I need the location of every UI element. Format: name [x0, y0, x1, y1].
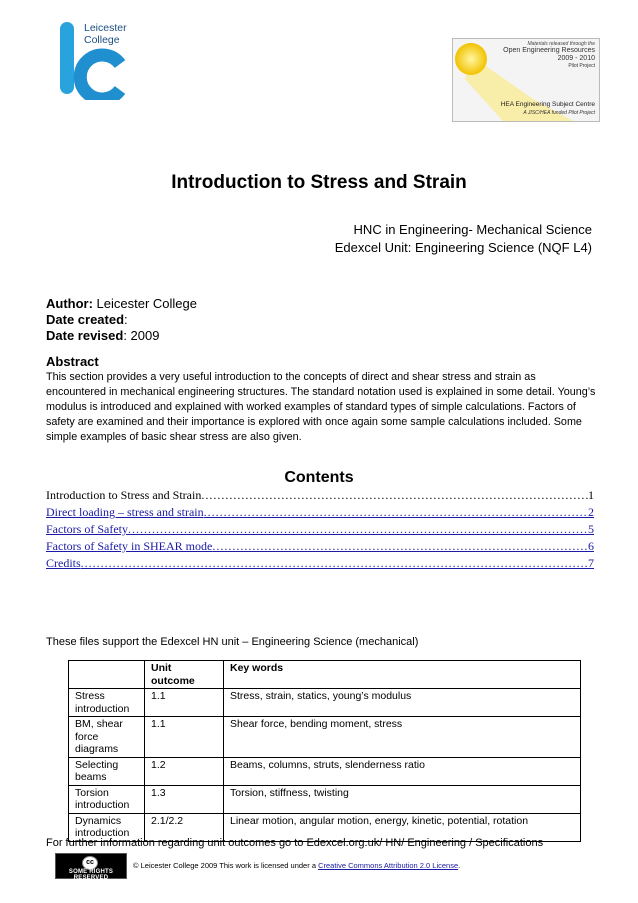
- table-header-cell: Key words: [224, 661, 581, 689]
- license-line: [133, 861, 460, 870]
- leicester-college-logo: [58, 20, 128, 100]
- table-cell-outcome: 1.1: [145, 689, 224, 717]
- college-name-line2: College: [84, 34, 120, 46]
- author-line: [46, 296, 197, 311]
- toc-entry-link[interactable]: [46, 522, 594, 537]
- subtitle-unit: Edexcel Unit: Engineering Science (NQF L4): [334, 240, 592, 255]
- license-suffix: .: [458, 861, 461, 870]
- unit-outcomes-table: [68, 660, 581, 842]
- abstract-heading: Abstract: [46, 354, 99, 369]
- subtitle-course: HNC in Engineering- Mechanical Science: [353, 222, 592, 237]
- date-revised-value: : 2009: [123, 328, 160, 343]
- table-cell-keywords: Stress, strain, statics, young’s modulus: [224, 689, 581, 717]
- table-cell-outcome: 1.2: [145, 757, 224, 785]
- further-info-text: For further information regarding unit outcomes go to Edexcel.org.uk/ HN/ Engineering / Specifications: [46, 837, 544, 849]
- toc-entry-label: Credits: [46, 556, 81, 570]
- cc-license-badge[interactable]: [55, 853, 127, 879]
- cc-icon: cc: [82, 856, 98, 870]
- toc-entry-link[interactable]: [46, 556, 594, 571]
- toc-entry-page: 5: [588, 522, 594, 536]
- oer-pilot: Pilot Project: [568, 63, 595, 69]
- table-cell-topic: BM, shear force diagrams: [69, 717, 145, 758]
- abstract-text: This section provides a very useful introduction to the concepts of direct and shear stress and strain as encountered in mechanical engineering structures. The standard notation used is explained in some detail. Young’s modulus is introduced and explained with worked examples of standard types of simple calculations. Factors of safety are examined and their importance is explored with once again some sample calculations included. Some simple examples of basic shear stress are also given.: [46, 371, 596, 443]
- oer-funded: A JISC/HEA funded Pilot Project: [523, 110, 595, 116]
- contents-heading: Contents: [284, 469, 354, 486]
- date-created-suffix: :: [124, 312, 128, 327]
- table-cell-keywords: Linear motion, angular motion, energy, kinetic, potential, rotation: [224, 813, 581, 841]
- college-name: [84, 22, 127, 46]
- table-row: [69, 689, 581, 717]
- toc-entry-label: Factors of Safety: [46, 522, 128, 536]
- oer-years: 2009 - 2010: [557, 55, 595, 62]
- toc-entry-label: Direct loading – stress and strain: [46, 505, 204, 519]
- table-cell-outcome: 1.3: [145, 785, 224, 813]
- table-cell-outcome: 1.1: [145, 717, 224, 758]
- table-cell-keywords: Beams, columns, struts, slenderness ratio: [224, 757, 581, 785]
- oer-logo: [452, 38, 600, 122]
- table-row: [69, 757, 581, 785]
- table-cell-keywords: Shear force, bending moment, stress: [224, 717, 581, 758]
- toc-entry-page: 1: [588, 488, 594, 502]
- table-row: [69, 785, 581, 813]
- oer-title: Open Engineering Resources: [503, 47, 595, 54]
- author-value: Leicester College: [92, 296, 197, 311]
- table-cell-topic: Dynamics introduction: [69, 813, 145, 841]
- toc-entry-page: 2: [588, 505, 594, 519]
- author-label: Author:: [46, 296, 93, 311]
- toc-entry-link[interactable]: [46, 539, 594, 554]
- license-prefix: © Leicester College 2009 This work is licensed under a: [133, 861, 319, 870]
- date-created-label: Date created: [46, 312, 125, 327]
- table-cell-keywords: Torsion, stiffness, twisting: [224, 785, 581, 813]
- table-cell-topic: Stress introduction: [69, 689, 145, 717]
- toc-entry-label: Factors of Safety in SHEAR mode: [46, 539, 213, 553]
- toc-entry-link[interactable]: [46, 505, 594, 520]
- toc-entry-label: Introduction to Stress and Strain: [46, 488, 202, 502]
- toc-entry-page: 6: [588, 539, 594, 553]
- cc-badge-text: SOME RIGHTS RESERVED: [68, 869, 114, 881]
- support-text: These files support the Edexcel HN unit – Engineering Science (mechanical): [46, 636, 419, 648]
- date-revised-line: [46, 328, 159, 343]
- table-cell-topic: Selecting beams: [69, 757, 145, 785]
- table-cell-outcome: 2.1/2.2: [145, 813, 224, 841]
- college-name-line1: Leicester: [84, 22, 127, 34]
- date-created-line: [46, 312, 128, 327]
- toc-entry-page: 7: [588, 556, 594, 570]
- table-header-cell: Unit outcome: [145, 661, 224, 689]
- date-revised-label: Date revised: [46, 328, 124, 343]
- toc-entry[interactable]: [46, 488, 594, 503]
- oer-small: Materials released through the: [527, 41, 595, 47]
- page-title: Introduction to Stress and Strain: [171, 172, 467, 193]
- table-header-cell: [69, 661, 145, 689]
- table-header-row: [69, 661, 581, 689]
- table-row: [69, 717, 581, 758]
- license-link[interactable]: Creative Commons Attribution 2.0 License: [318, 861, 459, 870]
- oer-centre: HEA Engineering Subject Centre: [500, 101, 595, 108]
- table-cell-topic: Torsion introduction: [69, 785, 145, 813]
